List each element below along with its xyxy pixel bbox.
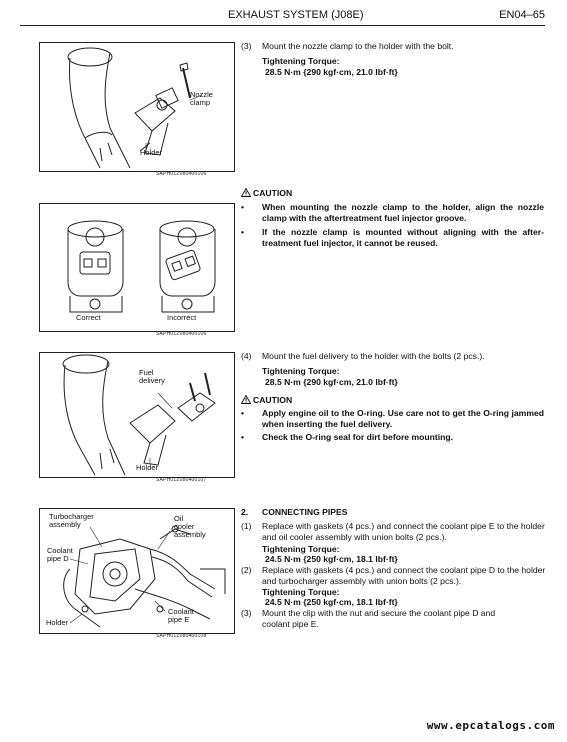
label-coolant-pipe-e: Coolant pipe E xyxy=(168,607,194,624)
figure-code: SAPH01Z080400106 xyxy=(156,171,207,177)
fuel-delivery-illustration xyxy=(40,353,234,477)
section-number: 2. xyxy=(241,507,249,517)
figure-correct-incorrect xyxy=(39,203,235,332)
label-oil-cooler-assembly: Oil cooler assembly xyxy=(174,514,206,539)
figure-code: SAPH01Z080400107 xyxy=(156,477,207,483)
caution-heading-text: CAUTION xyxy=(253,188,293,198)
footer-watermark: www.epcatalogs.com xyxy=(426,719,555,732)
section-title: CONNECTING PIPES xyxy=(262,507,348,517)
warning-icon xyxy=(241,395,251,404)
section-connecting-pipes xyxy=(241,507,546,637)
torque-value: 28.5 N·m {290 kgf·cm, 21.0 lbf·ft} xyxy=(265,377,398,387)
torque-label: Tightening Torque: xyxy=(262,366,340,376)
label-holder: Holder xyxy=(136,463,159,472)
torque-value: 24.5 N·m {250 kgf·cm, 18.1 lbf·ft} xyxy=(265,597,398,607)
label-coolant-pipe-d: Coolant pipe D xyxy=(47,546,73,563)
label-turbocharger-assembly: Turbocharger assembly xyxy=(49,512,94,529)
caution-heading xyxy=(241,395,541,405)
caution-block xyxy=(241,188,544,258)
correct-incorrect-illustration xyxy=(40,204,234,331)
label-fuel-delivery: Fuel delivery xyxy=(139,368,165,385)
step-number: (4) xyxy=(241,351,252,361)
step-3 xyxy=(241,41,546,81)
step-text: Mount the fuel delivery to the holder with the bolts (2 pcs.). xyxy=(262,351,485,361)
nozzle-clamp-illustration xyxy=(40,43,234,171)
torque-label: Tightening Torque: xyxy=(262,544,340,554)
caution-item: Check the O-ring seal for dirt before mounting. xyxy=(262,432,453,442)
caution-heading xyxy=(241,188,541,198)
step-text: Mount the clip with the nut and secure the coolant pipe D and coolant pipe E. xyxy=(262,608,496,629)
figure-connecting-pipes xyxy=(39,508,235,634)
bullet: • xyxy=(241,408,245,418)
torque-value: 24.5 N·m {250 kgf·cm, 18.1 lbf·ft} xyxy=(265,554,398,564)
caution-item: Apply engine oil to the O-ring. Use care not to get the O-ring jammed when inserting the fuel delivery. xyxy=(262,408,544,429)
step-text: Replace with gaskets (4 pcs.) and connect the coolant pipe D to the holder and turbocharger assembly with union bolts (2 pcs.). xyxy=(262,565,546,586)
warning-icon xyxy=(241,188,251,197)
figure-code: SAPH01Z080400106 xyxy=(156,331,207,337)
figure-nozzle-clamp xyxy=(39,42,235,172)
torque-label: Tightening Torque: xyxy=(262,587,340,597)
step-text: Mount the nozzle clamp to the holder with the bolt. xyxy=(262,41,454,51)
caution-block xyxy=(241,395,544,450)
label-nozzle-clamp: Nozzle clamp xyxy=(190,90,213,107)
step-number: (3) xyxy=(241,608,252,618)
figure-code: SAPH01Z080400108 xyxy=(156,633,207,639)
bullet: • xyxy=(241,432,245,442)
caution-item: When mounting the nozzle clamp to the holder, align the nozzle clamp with the aftertreatment fuel injector groove. xyxy=(262,202,544,223)
label-correct: Correct xyxy=(76,313,101,322)
torque-label: Tightening Torque: xyxy=(262,56,340,66)
bullet: • xyxy=(241,202,245,212)
figure-fuel-delivery xyxy=(39,352,235,478)
bullet: • xyxy=(241,227,245,237)
step-4 xyxy=(241,351,546,391)
caution-heading-text: CAUTION xyxy=(253,395,293,405)
label-holder: Holder xyxy=(46,618,69,627)
caution-item: If the nozzle clamp is mounted without aligning with the after-treatment fuel injector, it cannot be reused. xyxy=(262,227,544,248)
header-rule xyxy=(20,25,545,26)
step-text: Replace with gaskets (4 pcs.) and connect the coolant pipe E to the holder and oil cooler assembly with union bolts (2 pcs.). xyxy=(262,521,545,542)
torque-value: 28.5 N·m {290 kgf·cm, 21.0 lbf·ft} xyxy=(265,67,398,77)
step-number: (1) xyxy=(241,521,252,531)
step-number: (2) xyxy=(241,565,252,575)
label-holder: Holder xyxy=(140,148,163,157)
step-number: (3) xyxy=(241,41,252,51)
page-number: EN04–65 xyxy=(499,9,545,21)
label-incorrect: Incorrect xyxy=(167,313,197,322)
page-header-title: EXHAUST SYSTEM (J08E) xyxy=(228,9,364,21)
